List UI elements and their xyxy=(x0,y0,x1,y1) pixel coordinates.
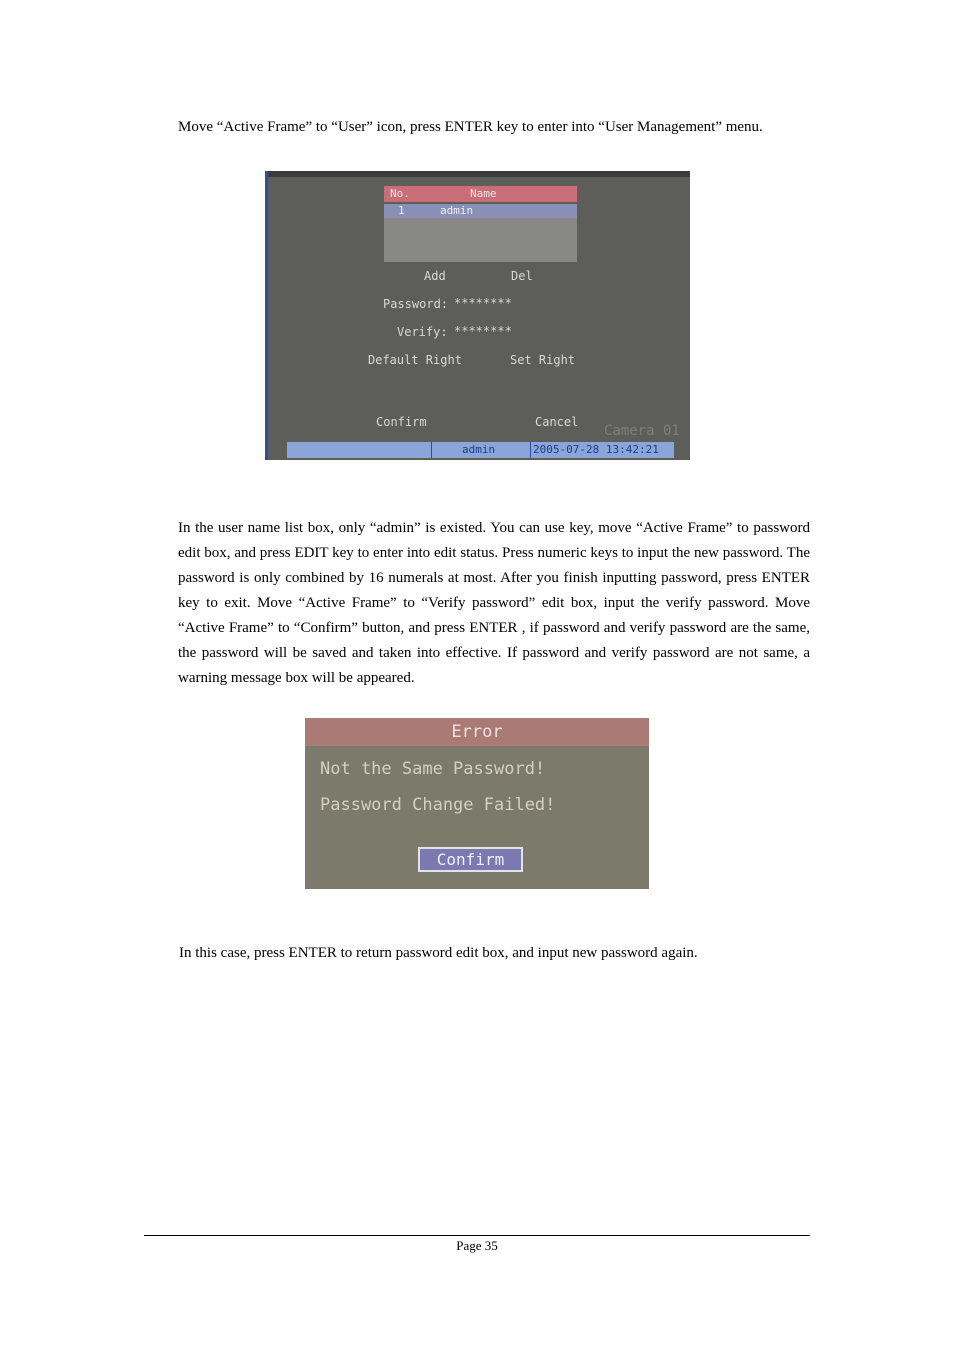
closing-paragraph: In this case, press ENTER to return password edit box, and input new password again. xyxy=(179,945,698,961)
confirm-button[interactable]: Confirm xyxy=(376,415,427,429)
default-right-button[interactable]: Default Right xyxy=(368,353,462,367)
status-separator xyxy=(431,442,432,458)
left-border xyxy=(265,171,268,460)
del-button[interactable]: Del xyxy=(511,269,533,283)
instructions-paragraph: In the user name list box, only “admin” is existed. You can use key, move “Active Frame” to password edit box, and press EDIT key to enter into edit status. Press numeric keys to input the new password. The password is only combined by 16 numerals at most. After you finish inputting password, press ENTER key to exit. Move “Active Frame” to “Verify password” edit box, input the verify password. Move “Active Frame” to “Confirm” button, and press ENTER , if password and verify password are the same, the password will be saved and taken into effective. If password and verify password are not same, a warning message box will be appeared. xyxy=(178,520,810,686)
error-confirm-button[interactable]: Confirm xyxy=(418,847,523,872)
user-list-row[interactable] xyxy=(384,204,577,218)
error-line-1: Not the Same Password! xyxy=(320,759,546,779)
row-name: admin xyxy=(440,204,474,217)
user-management-screenshot xyxy=(265,171,690,460)
footer-rule xyxy=(144,1235,810,1236)
error-line-2: Password Change Failed! xyxy=(320,795,556,815)
cancel-button[interactable]: Cancel xyxy=(535,415,579,429)
status-separator xyxy=(530,442,531,458)
verify-field[interactable]: ******** xyxy=(454,324,512,338)
status-datetime: 2005-07-28 13:42:21 xyxy=(533,443,659,456)
status-user: admin xyxy=(462,443,496,456)
password-field[interactable]: ******** xyxy=(454,296,512,310)
list-header-no: No. xyxy=(390,187,410,200)
list-header-name: Name xyxy=(470,187,497,200)
verify-label: Verify: xyxy=(397,325,448,339)
intro-paragraph: Move “Active Frame” to “User” icon, press ENTER key to enter into “User Management” menu. xyxy=(178,119,763,135)
status-bar xyxy=(287,442,674,458)
error-title-bar xyxy=(305,718,649,746)
top-band xyxy=(265,171,690,177)
row-no: 1 xyxy=(398,204,405,217)
page-number: Page 35 xyxy=(456,1238,498,1253)
password-label: Password: xyxy=(383,297,449,311)
camera-label: Camera 01 xyxy=(604,423,680,439)
add-button[interactable]: Add xyxy=(424,269,446,283)
error-message-screenshot xyxy=(305,718,649,889)
error-title: Error xyxy=(451,722,503,742)
user-list-body[interactable] xyxy=(384,218,577,262)
user-list-header xyxy=(384,186,577,202)
set-right-button[interactable]: Set Right xyxy=(510,353,576,367)
